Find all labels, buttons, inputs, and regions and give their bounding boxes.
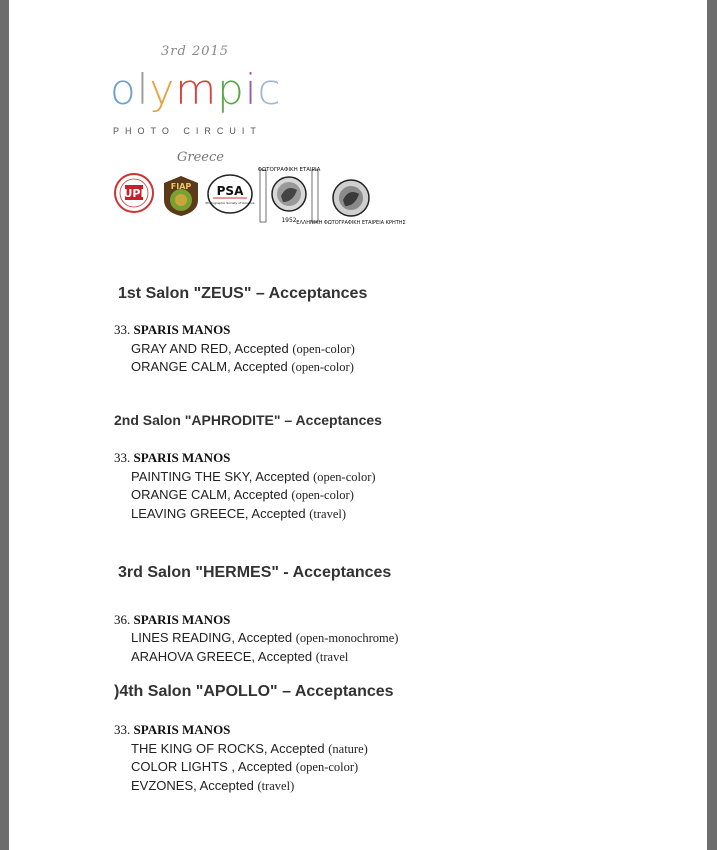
logo-letter: o bbox=[110, 65, 137, 114]
entry-line bbox=[131, 630, 398, 646]
up-logo-icon bbox=[113, 172, 155, 214]
pse-year-text: 1952 bbox=[281, 217, 297, 224]
entry-line bbox=[131, 649, 348, 665]
psa-logo-subtext: Photographic Society of America bbox=[205, 201, 255, 205]
salon-heading: 1st Salon "ZEUS" – Acceptances bbox=[118, 285, 368, 302]
entry-section: (travel) bbox=[309, 507, 347, 521]
author-line bbox=[114, 322, 230, 338]
entry-section: (open-color) bbox=[292, 342, 355, 356]
author-line bbox=[114, 450, 230, 466]
entry-line bbox=[131, 487, 354, 503]
author-line bbox=[114, 612, 230, 628]
entry-title: ORANGE CALM, Accepted bbox=[131, 359, 292, 374]
author-name: SPARIS MANOS bbox=[133, 612, 231, 627]
entry-title: ARAHOVA GREECE, Accepted bbox=[131, 649, 316, 664]
logo-letter: m bbox=[175, 65, 218, 114]
fiap-logo-text: FIAP bbox=[170, 182, 192, 191]
salon-heading: )4th Salon "APOLLO" – Acceptances bbox=[114, 683, 394, 700]
entry-section: (travel bbox=[315, 650, 349, 664]
entry-section: (open-color) bbox=[313, 470, 376, 484]
entry-title: LEAVING GREECE, Accepted bbox=[131, 506, 310, 521]
logo-letter: l bbox=[136, 65, 150, 114]
logo-letter: p bbox=[217, 65, 245, 114]
entry-line bbox=[131, 359, 354, 375]
entry-section: (travel) bbox=[257, 779, 295, 793]
entry-section: (nature) bbox=[328, 742, 368, 756]
entry-line bbox=[131, 759, 358, 775]
entry-line bbox=[131, 341, 355, 357]
entry-title: COLOR LIGHTS , Accepted bbox=[131, 759, 296, 774]
salon-heading: 2nd Salon "APHRODITE" – Acceptances bbox=[114, 412, 382, 428]
salon-heading: 3rd Salon "HERMES" - Acceptances bbox=[118, 564, 392, 581]
author-number: 33. bbox=[114, 322, 131, 337]
crete-logo-text: ΕΛΛΗΝΙΚΗ ΦΩΤΟΓΡΑΦΙΚΗ ΕΤΑΙΡΕΙΑ ΚΡΗΤΗΣ bbox=[296, 220, 406, 226]
entry-title: GRAY AND RED, Accepted bbox=[131, 341, 293, 356]
psa-logo-text: PSA bbox=[216, 184, 244, 198]
entry-line bbox=[131, 741, 368, 757]
entry-line bbox=[131, 778, 294, 794]
up-logo-text: UPI bbox=[123, 187, 145, 200]
entry-title: THE KING OF ROCKS, Accepted bbox=[131, 741, 329, 756]
entry-section: (open-color) bbox=[291, 488, 354, 502]
olympic-logo bbox=[110, 66, 282, 114]
author-line bbox=[114, 722, 230, 738]
logo-letter: c bbox=[257, 65, 282, 114]
logo-letter: y bbox=[149, 65, 176, 114]
entry-title: EVZONES, Accepted bbox=[131, 778, 258, 793]
logo-tagline: PHOTO CIRCUIT bbox=[113, 126, 262, 136]
entry-title: ORANGE CALM, Accepted bbox=[131, 487, 292, 502]
author-name: SPARIS MANOS bbox=[133, 322, 231, 337]
author-number: 33. bbox=[114, 450, 131, 465]
author-number: 33. bbox=[114, 722, 131, 737]
pse-top-text: ΦΩΤΟΓΡΑΦΙΚΗ ΕΤΑΙΡΙΑ bbox=[257, 167, 321, 173]
author-name: SPARIS MANOS bbox=[133, 450, 231, 465]
document-page bbox=[9, 0, 707, 850]
edition-label: 3rd 2015 bbox=[161, 44, 230, 59]
fiap-logo-icon bbox=[161, 174, 201, 218]
logo-letter: i bbox=[244, 65, 258, 114]
author-name: SPARIS MANOS bbox=[133, 722, 231, 737]
entry-title: PAINTING THE SKY, Accepted bbox=[131, 469, 314, 484]
psa-logo-icon bbox=[207, 174, 253, 214]
photographic-society-logo-icon bbox=[259, 166, 319, 226]
entry-section: (open-color) bbox=[291, 360, 354, 374]
author-number: 36. bbox=[114, 612, 131, 627]
entry-section: (open-color) bbox=[295, 760, 359, 774]
country-label: Greece bbox=[177, 150, 224, 165]
entry-section: (open-monochrome) bbox=[295, 631, 399, 645]
crete-society-logo-icon bbox=[296, 178, 406, 250]
entry-title: LINES READING, Accepted bbox=[131, 630, 296, 645]
entry-line bbox=[131, 469, 376, 485]
entry-line bbox=[131, 506, 346, 522]
